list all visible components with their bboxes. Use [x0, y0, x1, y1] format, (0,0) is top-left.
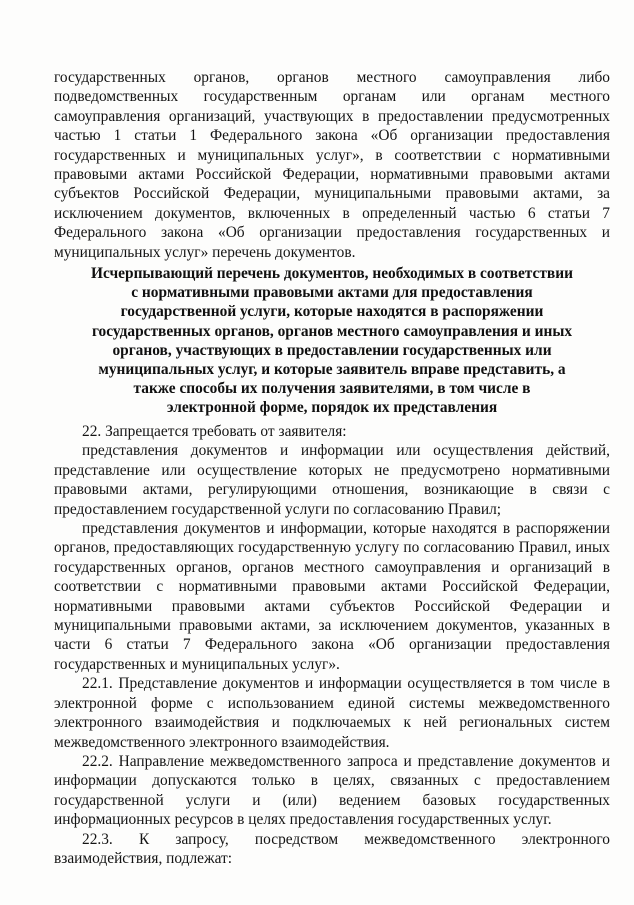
paragraph-22-3: 22.3. К запросу, посредством межведомственного электронного взаимодействия, подлежат: — [54, 830, 610, 867]
intro-section — [54, 68, 610, 262]
paragraph-22-1: 22.1. Представление документов и информации осуществляется в том числе в электронной форме с использованием единой системы межведомственного электронного взаимодействия и подключаемых к ней региональных систем межведомственного электронного взаимодействия. — [54, 675, 610, 751]
paragraph-22-item-2: представления документов и информации, которые находятся в распоряжении органов, предоставляющих государственную услугу по согласованию Правил, иных государственных органов, органов местного самоуправления и организаций в соответствии с нормативными правовыми актами Российской Федерации, нормативными правовыми актами субъектов Российской Федерации и муниципальными правовыми актами, за исключением документов, указанных в части 6 статьи 7 Федерального закона «Об организации предоставления государственных и муниципальных услуг». — [54, 520, 610, 673]
paragraph-22-item-1: представления документов и информации или осуществления действий, представление или осуществление которых не предусмотрено нормативными правовыми актами, регулирующими отношения, возникающие в связи с предоставлением государственной услуги по согласованию Правил; — [54, 442, 610, 518]
paragraph-22-2: 22.2. Направление межведомственного запроса и представление документов и информации допускаются только в целях, связанных с предоставлением государственной услуги и (или) ведением базовых государственных информационных ресурсов в целях предоставления государственных услуг. — [54, 752, 610, 829]
intro-paragraph: государственных органов, органов местного самоуправления либо подведомственных государственным органам или органам местного самоуправления организаций, участвующих в предоставлении предусмотренных частью 1 статьи 1 Федерального закона «Об организации предоставления государственных и муниципальных услуг», в соответствии с нормативными правовыми актами Российской Федерации, нормативными правовыми актами субъектов Российской Федерации, муниципальными правовыми актами, за исключением документов, включенных в определенный частью 6 статьи 7 Федерального закона «Об организации предоставления государственных и муниципальных услуг» перечень документов. — [54, 69, 610, 261]
body-section — [54, 422, 610, 868]
section-heading: Исчерпывающий перечень документов, необходимых в соответствии с нормативными правовыми актами для предоставления государственной услуги, которые находятся в распоряжении государственных органов, органов местного самоуправления и иных органов, участвующих в предоставлении государственных или муниципальных услуг, и которые заявитель вправе представить, а также способы их получения заявителями, в том числе в электронной форме, порядок их представления — [91, 265, 573, 417]
paragraph-22: 22. Запрещается требовать от заявителя: — [82, 423, 347, 440]
